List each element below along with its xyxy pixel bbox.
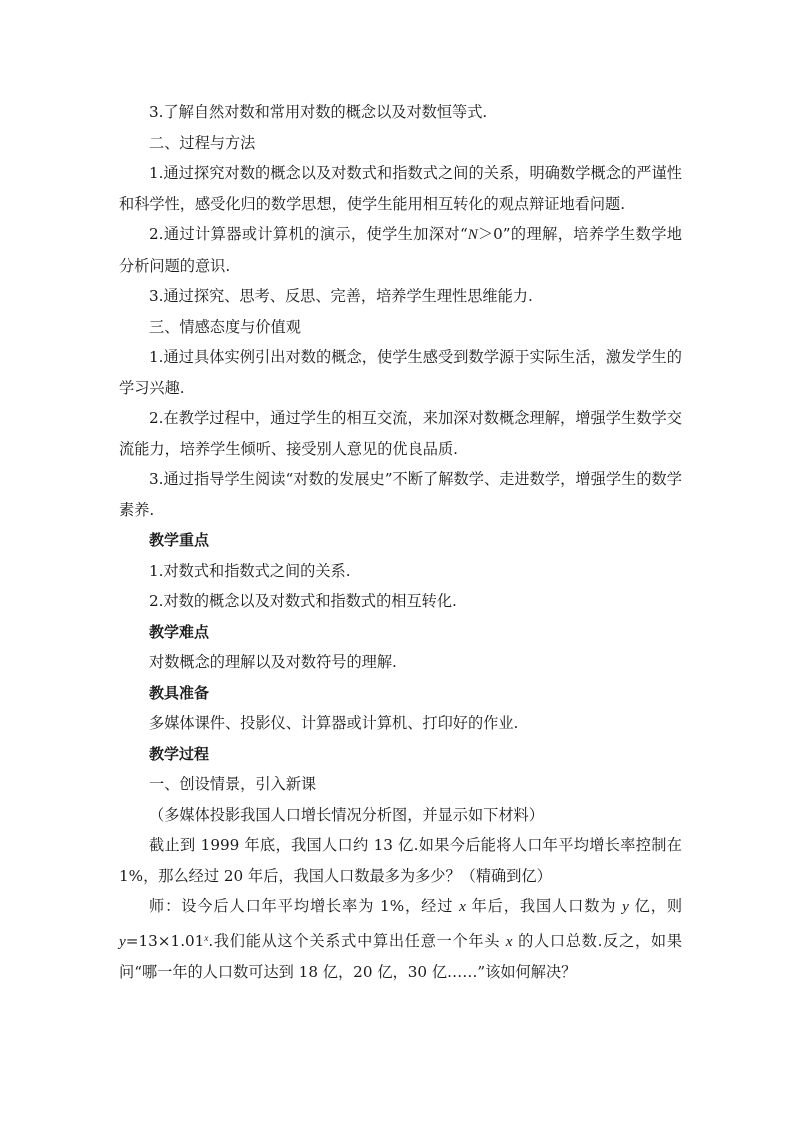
- paragraph-procedure-note: （多媒体投影我国人口增长情况分析图，并显示如下材料）: [149, 805, 544, 824]
- paragraph-emotion-1: 1.通过具体实例引出对数的概念，使学生感受到数学源于实际生活，激发学生的学习兴趣.: [119, 348, 682, 397]
- text-segment: 2.通过计算器或计算机的演示，使学生加深对“: [149, 225, 468, 243]
- heading-difficult-points: 教学难点: [149, 622, 210, 641]
- text-segment: 亿，则: [628, 897, 683, 915]
- heading-teaching-tools: 教具准备: [149, 683, 210, 702]
- paragraph-process-2: [119, 219, 682, 281]
- paragraph-procedure-1: 一、创设情景，引入新课: [149, 775, 317, 793]
- paragraph-teacher-explanation: [119, 891, 682, 988]
- paragraph-objective-3: 3.了解自然对数和常用对数的概念以及对数恒等式.: [149, 103, 488, 121]
- paragraph-key-2: 2.对数的概念以及对数式和指数式的相互转化.: [149, 592, 457, 610]
- text-segment: ＞0”的理解，培养学生数学地分析问题的意识.: [119, 225, 682, 275]
- text-segment: =13×1.01: [125, 931, 205, 950]
- text-segment: 的人口总数.反之，如果问“哪一年的人口数可达到 18 亿，20 亿，30 亿……”该如何解决？: [119, 931, 683, 981]
- text-segment: 师：设今后人口年平均增长率为 1%，经过: [149, 897, 460, 915]
- paragraph-tools: 多媒体课件、投影仪、计算器或计算机、打印好的作业.: [149, 714, 519, 732]
- paragraph-key-1: 1.对数式和指数式之间的关系.: [149, 561, 351, 580]
- paragraph-difficult: 对数概念的理解以及对数符号的理解.: [149, 653, 397, 671]
- paragraph-process-3: 3.通过探究、思考、反思、完善，培养学生理性思维能力.: [149, 287, 533, 305]
- heading-process-method: 二、过程与方法: [149, 133, 256, 152]
- heading-key-points: 教学重点: [149, 531, 210, 549]
- math-exponent-x: x: [204, 932, 209, 943]
- math-variable-x: x: [459, 898, 466, 915]
- paragraph-population-problem: 截止到 1999 年底，我国人口约 13 亿.如果今后能将人口年平均增长率控制在 1%，那么经过 20 年后，我国人口数最多为多少？（精确到亿）: [119, 836, 682, 885]
- heading-emotion-values: 三、情感态度与价值观: [149, 317, 301, 336]
- paragraph-emotion-3: 3.通过指导学生阅读“对数的发展史”不断了解数学、走进数学，增强学生的数学素养.: [119, 470, 682, 519]
- document-page: [119, 97, 682, 988]
- math-variable-y: y: [119, 932, 126, 950]
- paragraph-process-1: 1.通过探究对数的概念以及对数式和指数式之间的关系，明确数学概念的严谨性和科学性，感受化归的数学思想，使学生能用相互转化的观点辩证地看问题.: [119, 164, 682, 213]
- math-variable-n: N: [467, 226, 478, 243]
- text-segment: 年后，我国人口数为: [465, 897, 623, 915]
- heading-teaching-procedure: 教学过程: [149, 744, 210, 763]
- math-variable-y: y: [622, 898, 629, 915]
- math-variable-x: x: [505, 932, 513, 950]
- text-segment: .我们能从这个关系式中算出任意一个年头: [208, 931, 506, 950]
- paragraph-emotion-2: 2.在教学过程中，通过学生的相互交流，来加深对数概念理解，增强学生数学交流能力，培养学生倾听、接受别人意见的优良品质.: [119, 409, 682, 458]
